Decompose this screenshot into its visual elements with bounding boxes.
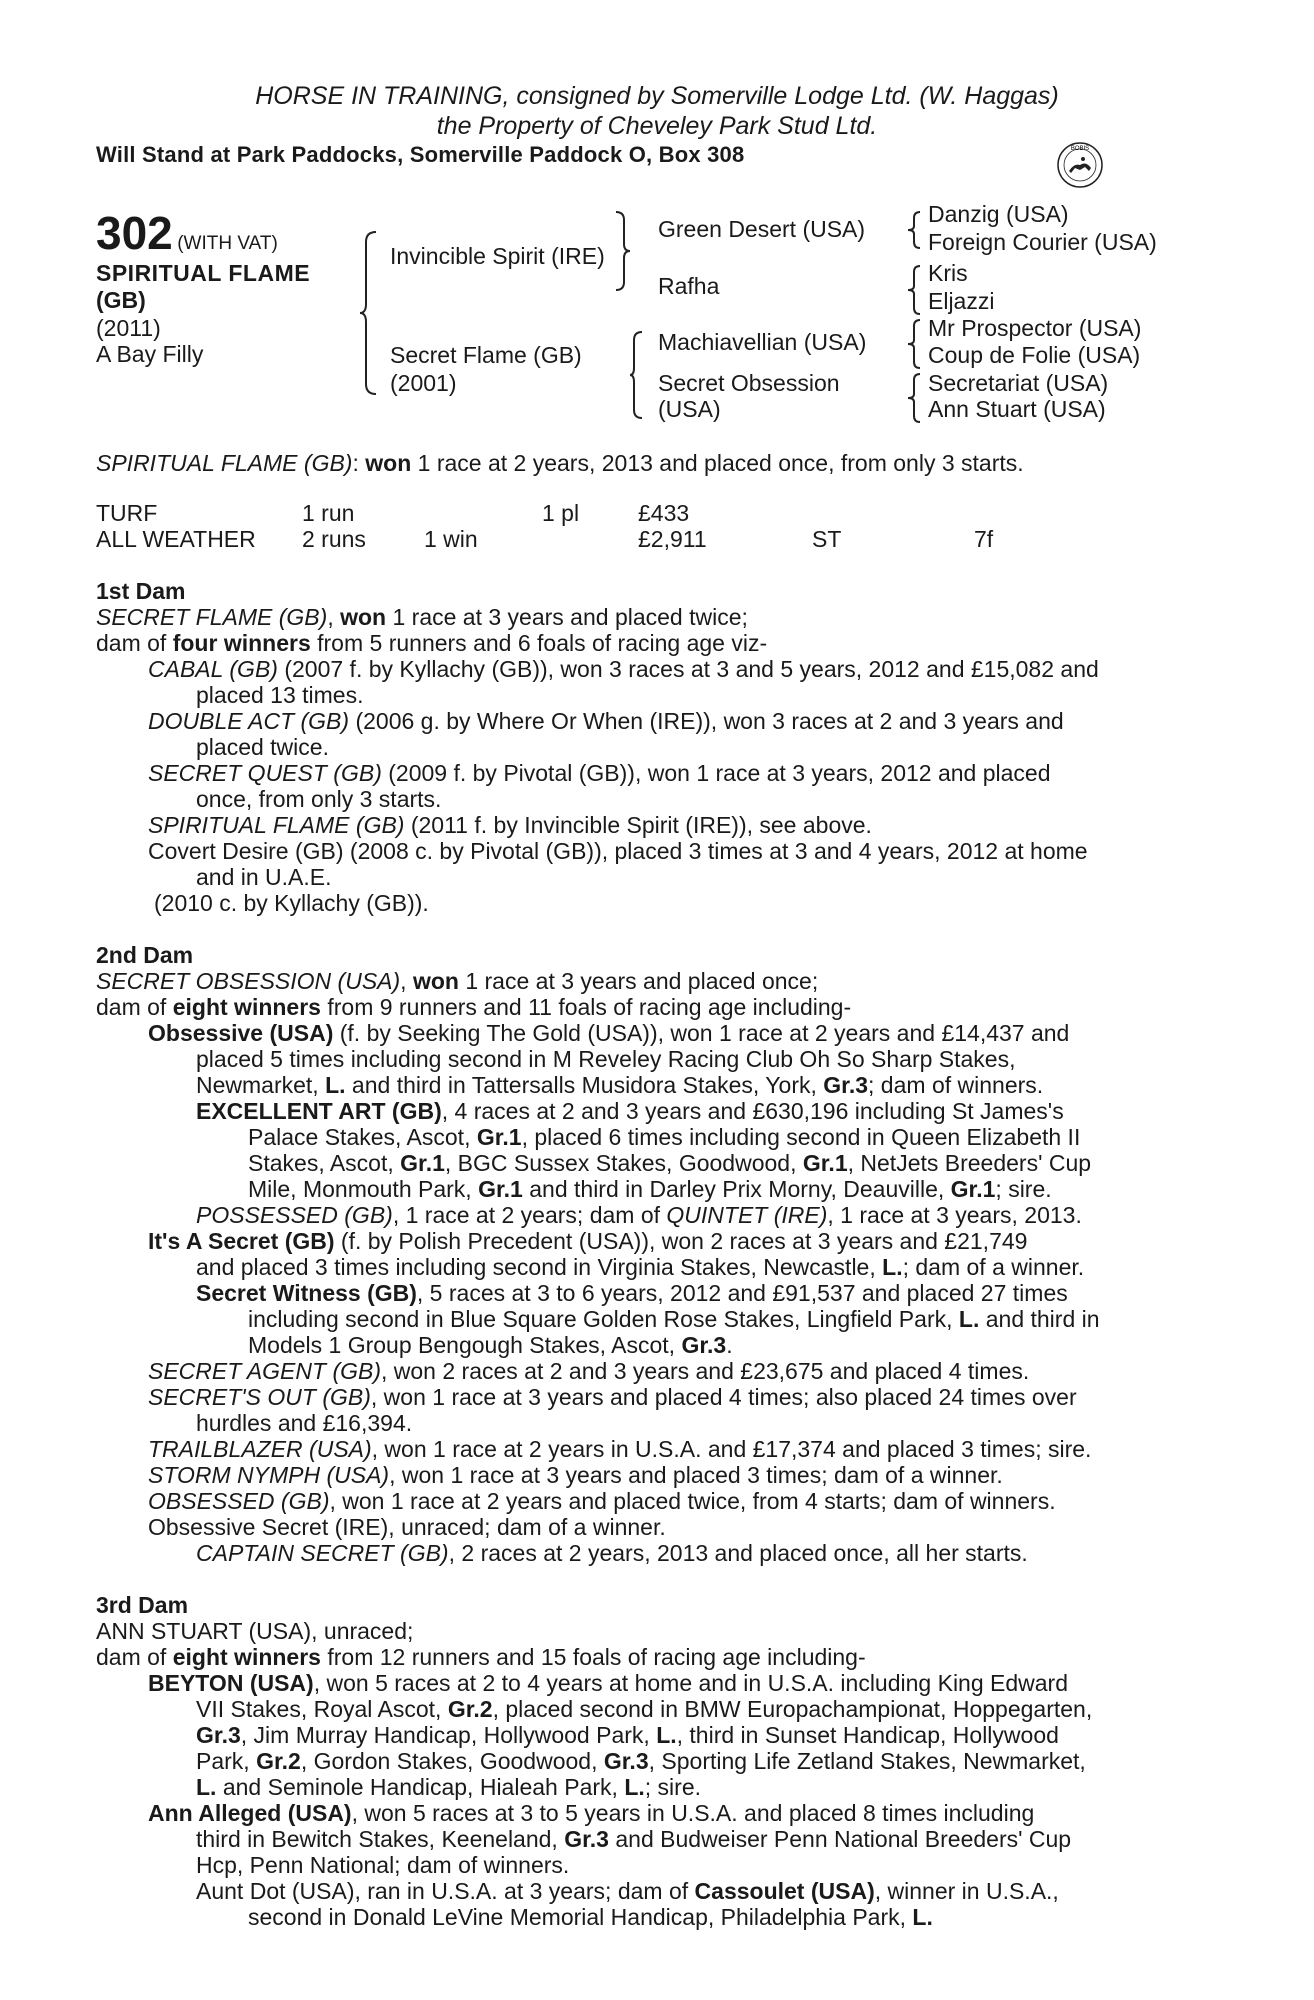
possessed-rest-1: , 1 race at 2 years; dam of: [392, 1202, 667, 1228]
produce-cabal-cont: placed 13 times.: [196, 682, 364, 708]
first-dam-winners: four winners: [172, 630, 311, 656]
sw-c2c: .: [726, 1332, 733, 1358]
produce-obsessive: [148, 1020, 1069, 1046]
ann-alleged-cont-2: Hcp, Penn National; dam of winners.: [196, 1852, 570, 1878]
storm-nymph-name: STORM NYMPH (USA): [148, 1462, 390, 1488]
first-dam-rest: 1 race at 3 years and placed twice;: [386, 604, 748, 630]
double-act-rest: (2006 g. by Where Or When (IRE)), won 3 races at 2 and 3 years and: [349, 708, 1064, 734]
ann-c1a: third in Bewitch Stakes, Keeneland,: [196, 1826, 565, 1852]
bey-c3e: , Sporting Life Zetland Stakes, Newmarket,: [648, 1748, 1086, 1774]
obsessive-cont-1: placed 5 times including second in M Reveley Racing Club Oh So Sharp Stakes,: [196, 1046, 1016, 1072]
excellent-art-cont-3: [248, 1176, 1052, 1202]
second-dam-rest: 1 race at 3 years and placed once;: [458, 968, 819, 994]
second-dam-foals: from 9 runners and 11 foals of racing age including-: [320, 994, 852, 1020]
pedigree-sd: Rafha: [658, 273, 720, 299]
bey-c4c: L.: [624, 1774, 645, 1800]
secret-witness-name: Secret Witness (GB): [196, 1280, 417, 1306]
produce-covert-desire: Covert Desire (GB) (2008 c. by Pivotal (GB)), placed 3 times at 3 and 4 years, 2012 at home: [148, 838, 1088, 864]
pedigree-sire: Invincible Spirit (IRE): [390, 243, 605, 269]
produce-its-a-secret: [148, 1228, 1027, 1254]
ex-c1b: Gr.1: [476, 1124, 522, 1150]
storm-nymph-rest: , won 1 race at 3 years and placed 3 times; dam of a winner.: [389, 1462, 1003, 1488]
sw-c2b: Gr.3: [681, 1332, 727, 1358]
beyton-rest: , won 5 races at 2 to 4 years at home and in U.S.A. including King Edward: [313, 1670, 1069, 1696]
ds-brace: [906, 318, 926, 370]
record-turf-surface: TURF: [96, 500, 158, 526]
aunt-dot-cont: [248, 1904, 933, 1930]
pedigree-ssd: Foreign Courier (USA): [928, 229, 1157, 255]
aunt-dot-a: Aunt Dot (USA), ran in U.S.A. at 3 years; dam of: [196, 1878, 695, 1904]
summary-horse-name: SPIRITUAL FLAME (GB): [96, 450, 353, 476]
aunt-c1b: L.: [912, 1904, 933, 1930]
sd-brace: [906, 264, 926, 316]
ex-c1c: , placed 6 times including second in Queen Elizabeth II: [521, 1124, 1081, 1150]
lot-number-line: [96, 206, 278, 260]
race-summary: SPIRITUAL FLAME (GB): won 1 race at 2 years, 2013 and placed once, from only 3 starts.: [96, 450, 1024, 476]
bey-c1c: , placed second in BMW Europachampionat, Hoppegarten,: [492, 1696, 1093, 1722]
ann-c1b: Gr.3: [564, 1826, 609, 1852]
produce-covert-desire-cont: and in U.A.E.: [196, 864, 332, 890]
secret-witness-cont-2: [248, 1332, 733, 1358]
secret-witness-cont-1: [248, 1306, 1100, 1332]
trailblazer-rest: , won 1 race at 2 years in U.S.A. and £17,374 and placed 3 times; sire.: [371, 1436, 1092, 1462]
produce-secrets-out: [148, 1384, 1077, 1410]
horse-name-line-1: SPIRITUAL FLAME: [96, 260, 311, 286]
record-turf-placed: 1 pl: [542, 500, 580, 526]
ex-c2b: Gr.1: [400, 1150, 445, 1176]
produce-storm-nymph: [148, 1462, 1003, 1488]
second-dam-winners: eight winners: [172, 994, 321, 1020]
aunt-c1a: second in Donald LeVine Memorial Handicap, Philadelphia Park,: [248, 1904, 913, 1930]
produce-2010-colt: (2010 c. by Kyllachy (GB)).: [154, 890, 429, 916]
pedigree-ddd: Ann Stuart (USA): [928, 396, 1106, 422]
ex-c3a: Mile, Monmouth Park,: [248, 1176, 479, 1202]
produce-excellent-art: [196, 1098, 1064, 1124]
foaling-year: (2011): [96, 315, 161, 341]
possessed-name: POSSESSED (GB): [196, 1202, 393, 1228]
produce-double-act: [148, 708, 1064, 734]
bey-c2d: , third in Sunset Handicap, Hollywood: [676, 1722, 1059, 1748]
beyton-cont-1: [196, 1696, 1092, 1722]
produce-captain-secret: [196, 1540, 1028, 1566]
ex-c1a: Palace Stakes, Ascot,: [248, 1124, 477, 1150]
first-dam-won: won: [340, 604, 387, 630]
third-dam-line-1: ANN STUART (USA), unraced;: [96, 1618, 414, 1644]
produce-obsessed: [148, 1488, 1056, 1514]
captain-secret-name: CAPTAIN SECRET (GB): [196, 1540, 449, 1566]
ann-alleged-cont-1: [196, 1826, 1071, 1852]
record-aw-surface: ALL WEATHER: [96, 526, 256, 552]
lot-number: 302: [96, 207, 173, 259]
ex-c3c: and third in Darley Prix Morny, Deauville,: [522, 1176, 951, 1202]
ex-c3b: Gr.1: [478, 1176, 523, 1202]
spiritual-flame-name: SPIRITUAL FLAME (GB): [148, 812, 405, 838]
record-turf-amount: £433: [638, 500, 690, 526]
produce-secret-quest-cont: once, from only 3 starts.: [196, 786, 442, 812]
record-aw-amount: £2,911: [638, 526, 707, 552]
first-dam-line-2: [96, 630, 767, 656]
logo-text: BOBIS: [1070, 146, 1090, 152]
obs-c2c: and third in Tattersalls Musidora Stakes, York,: [345, 1072, 824, 1098]
produce-obsessive-secret: Obsessive Secret (IRE), unraced; dam of a winner.: [148, 1514, 666, 1540]
second-dam-heading: 2nd Dam: [96, 942, 194, 968]
possessed-rest-2: , 1 race at 3 years, 2013.: [827, 1202, 1082, 1228]
bey-c4d: ; sire.: [644, 1774, 701, 1800]
third-dam-winners: eight winners: [172, 1644, 321, 1670]
secret-quest-name: SECRET QUEST (GB): [148, 760, 382, 786]
first-dam-name: SECRET FLAME (GB): [96, 604, 328, 630]
produce-secret-quest: [148, 760, 1051, 786]
pedigree-sss: Danzig (USA): [928, 201, 1069, 227]
beyton-cont-3: [196, 1748, 1086, 1774]
bey-c4b: and Seminole Handicap, Hialeah Park,: [216, 1774, 625, 1800]
pedigree-sds: Kris: [928, 260, 968, 286]
produce-cabal: [148, 656, 1099, 682]
double-act-name: DOUBLE ACT (GB): [148, 708, 350, 734]
ex-c2e: , NetJets Breeders' Cup: [847, 1150, 1092, 1176]
spiritual-flame-rest: (2011 f. by Invincible Spirit (IRE)), see above.: [404, 812, 872, 838]
produce-trailblazer: [148, 1436, 1091, 1462]
obsessive-rest: (f. by Seeking The Gold (USA)), won 1 race at 2 years and £14,437 and: [333, 1020, 1070, 1046]
sw-c1b: L.: [958, 1306, 980, 1332]
third-dam-of: dam of: [96, 1644, 173, 1670]
bey-c3d: Gr.3: [603, 1748, 649, 1774]
obs-c2a: Newmarket,: [196, 1072, 326, 1098]
beyton-cont-4: [196, 1774, 701, 1800]
obsessed-rest: , won 1 race at 2 years and placed twice, from 4 starts; dam of winners.: [329, 1488, 1056, 1514]
ex-c3e: ; sire.: [995, 1176, 1052, 1202]
second-dam-line-1: SECRET OBSESSION (USA), won 1 race at 3 years and placed once;: [96, 968, 819, 994]
cassoulet-name: Cassoulet (USA): [694, 1878, 875, 1904]
its-a-secret-rest: (f. by Polish Precedent (USA)), won 2 races at 3 years and £21,749: [334, 1228, 1028, 1254]
produce-secret-witness: [196, 1280, 1068, 1306]
bey-c1b: Gr.2: [447, 1696, 493, 1722]
header-line-1: HORSE IN TRAINING, consigned by Somerville Lodge Ltd. (W. Haggas): [255, 82, 1059, 110]
ss-brace: [906, 210, 926, 250]
sw-c1c: and third in: [979, 1306, 1100, 1332]
produce-beyton: [148, 1670, 1068, 1696]
obsessed-name: OBSESSED (GB): [148, 1488, 330, 1514]
sw-c1a: including second in Blue Square Golden Rose Stakes, Lingfield Park,: [248, 1306, 959, 1332]
beyton-name: BEYTON (USA): [148, 1670, 314, 1696]
pedigree-dds: Secretariat (USA): [928, 370, 1109, 396]
secrets-out-cont: hurdles and £16,394.: [196, 1410, 413, 1436]
horse-name-line-2: (GB): [96, 287, 146, 313]
its-a-secret-cont: [196, 1254, 1084, 1280]
aunt-dot-c: , winner in U.S.A.,: [874, 1878, 1059, 1904]
third-dam-foals: from 12 runners and 15 foals of racing age including-: [320, 1644, 866, 1670]
secret-agent-rest: , won 2 races at 2 and 3 years and £23,675 and placed 4 times.: [381, 1358, 1030, 1384]
pedigree-ds: Machiavellian (USA): [658, 329, 867, 355]
obs-c2e: ; dam of winners.: [868, 1072, 1044, 1098]
pedigree-dsd: Coup de Folie (USA): [928, 342, 1141, 368]
ex-c2d: Gr.1: [802, 1150, 848, 1176]
produce-double-act-cont: placed twice.: [196, 734, 329, 760]
cabal-rest: (2007 f. by Kyllachy (GB)), won 3 races at 3 and 5 years, 2012 and £15,082 and: [277, 656, 1099, 682]
bey-c3b: Gr.2: [256, 1748, 301, 1774]
header-line-2: the Property of Cheveley Park Stud Ltd.: [436, 112, 878, 140]
captain-secret-rest: , 2 races at 2 years, 2013 and placed once, all her starts.: [448, 1540, 1028, 1566]
excellent-art-cont-2: [248, 1150, 1091, 1176]
secret-witness-rest: , 5 races at 3 to 6 years, 2012 and £91,537 and placed 27 times: [416, 1280, 1068, 1306]
secret-quest-rest: (2009 f. by Pivotal (GB)), won 1 race at 3 years, 2012 and placed: [381, 760, 1051, 786]
first-dam-heading: 1st Dam: [96, 578, 186, 604]
record-aw-distance: 7f: [974, 526, 994, 552]
obsessive-name: Obsessive (USA): [148, 1020, 334, 1046]
trailblazer-name: TRAILBLAZER (USA): [148, 1436, 372, 1462]
record-turf-runs: 1 run: [302, 500, 355, 526]
pedigree-dd: Secret Obsession: [658, 370, 840, 396]
bey-c1a: VII Stakes, Royal Ascot,: [196, 1696, 448, 1722]
pedigree-ss: Green Desert (USA): [658, 216, 866, 242]
its-c1c: ; dam of a winner.: [902, 1254, 1085, 1280]
horse-description: A Bay Filly: [96, 341, 204, 367]
beyton-cont-2: [196, 1722, 1059, 1748]
secrets-out-name: SECRET'S OUT (GB): [148, 1384, 371, 1410]
pedigree-dam-year: (2001): [390, 370, 457, 396]
produce-ann-alleged: [148, 1800, 1034, 1826]
produce-secret-agent: [148, 1358, 1029, 1384]
second-dam-line-2: [96, 994, 851, 1020]
first-dam-foals: from 5 runners and 6 foals of racing age viz-: [310, 630, 768, 656]
ann-alleged-name: Ann Alleged (USA): [148, 1800, 352, 1826]
sw-c2a: Models 1 Group Bengough Stakes, Ascot,: [248, 1332, 682, 1358]
its-c1b: L.: [882, 1254, 903, 1280]
first-dam-of: dam of: [96, 630, 173, 656]
record-aw-runs: 2 runs: [302, 526, 366, 552]
first-dam-line-1: SECRET FLAME (GB), won 1 race at 3 years and placed twice;: [96, 604, 748, 630]
pedigree-dd-country: (USA): [658, 396, 721, 422]
bey-c3a: Park,: [196, 1748, 257, 1774]
sire-line-brace: [612, 210, 632, 292]
produce-aunt-dot: [196, 1878, 1059, 1904]
secrets-out-rest: , won 1 race at 3 years and placed 4 times; also placed 24 times over: [370, 1384, 1077, 1410]
ex-c2c: , BGC Sussex Stakes, Goodwood,: [444, 1150, 803, 1176]
ex-c2a: Stakes, Ascot,: [248, 1150, 401, 1176]
obs-c2d: Gr.3: [823, 1072, 869, 1098]
bobis-logo-icon: [1056, 141, 1104, 189]
record-aw-wins: 1 win: [424, 526, 478, 552]
third-dam-heading: 3rd Dam: [96, 1592, 189, 1618]
bey-c2b: , Jim Murray Handicap, Hollywood Park,: [240, 1722, 657, 1748]
obs-c2b: L.: [325, 1072, 346, 1098]
bey-c2a: Gr.3: [196, 1722, 241, 1748]
quintet-name: QUINTET (IRE): [666, 1202, 828, 1228]
second-dam-name: SECRET OBSESSION (USA): [96, 968, 401, 994]
sire-dam-brace: [358, 230, 382, 396]
third-dam-line-2: [96, 1644, 866, 1670]
bey-c4a: L.: [196, 1774, 217, 1800]
pedigree-sdd: Eljazzi: [928, 288, 995, 314]
ann-alleged-rest: , won 5 races at 3 to 5 years in U.S.A. and placed 8 times including: [351, 1800, 1035, 1826]
produce-possessed: [196, 1202, 1082, 1228]
dam-line-brace: [630, 330, 644, 420]
pedigree-dss: Mr Prospector (USA): [928, 315, 1142, 341]
excellent-art-cont-1: [248, 1124, 1080, 1150]
its-c1a: and placed 3 times including second in Virginia Stakes, Newcastle,: [196, 1254, 883, 1280]
second-dam-won: won: [412, 968, 459, 994]
produce-spiritual-flame: [148, 812, 872, 838]
vat-label: (WITH VAT): [177, 233, 278, 254]
bey-c2c: L.: [656, 1722, 677, 1748]
excellent-art-name: EXCELLENT ART (GB): [196, 1098, 442, 1124]
excellent-art-rest: , 4 races at 2 and 3 years and £630,196 including St James's: [441, 1098, 1064, 1124]
ex-c3d: Gr.1: [950, 1176, 996, 1202]
summary-won: won: [365, 450, 412, 476]
dd-brace: [906, 372, 926, 424]
obsessive-cont-2: [196, 1072, 1043, 1098]
summary-rest: 1 race at 2 years, 2013 and placed once, from only 3 starts.: [411, 450, 1024, 476]
ann-c1c: and Budweiser Penn National Breeders' Cup: [608, 1826, 1072, 1852]
bey-c3c: , Gordon Stakes, Goodwood,: [300, 1748, 604, 1774]
header-line-3: Will Stand at Park Paddocks, Somerville Paddock O, Box 308: [96, 142, 745, 167]
record-aw-track: ST: [812, 526, 842, 552]
its-a-secret-name: It's A Secret (GB): [148, 1228, 335, 1254]
secret-agent-name: SECRET AGENT (GB): [148, 1358, 381, 1384]
cabal-name: CABAL (GB): [148, 656, 278, 682]
second-dam-of: dam of: [96, 994, 173, 1020]
pedigree-dam: Secret Flame (GB): [390, 342, 582, 368]
